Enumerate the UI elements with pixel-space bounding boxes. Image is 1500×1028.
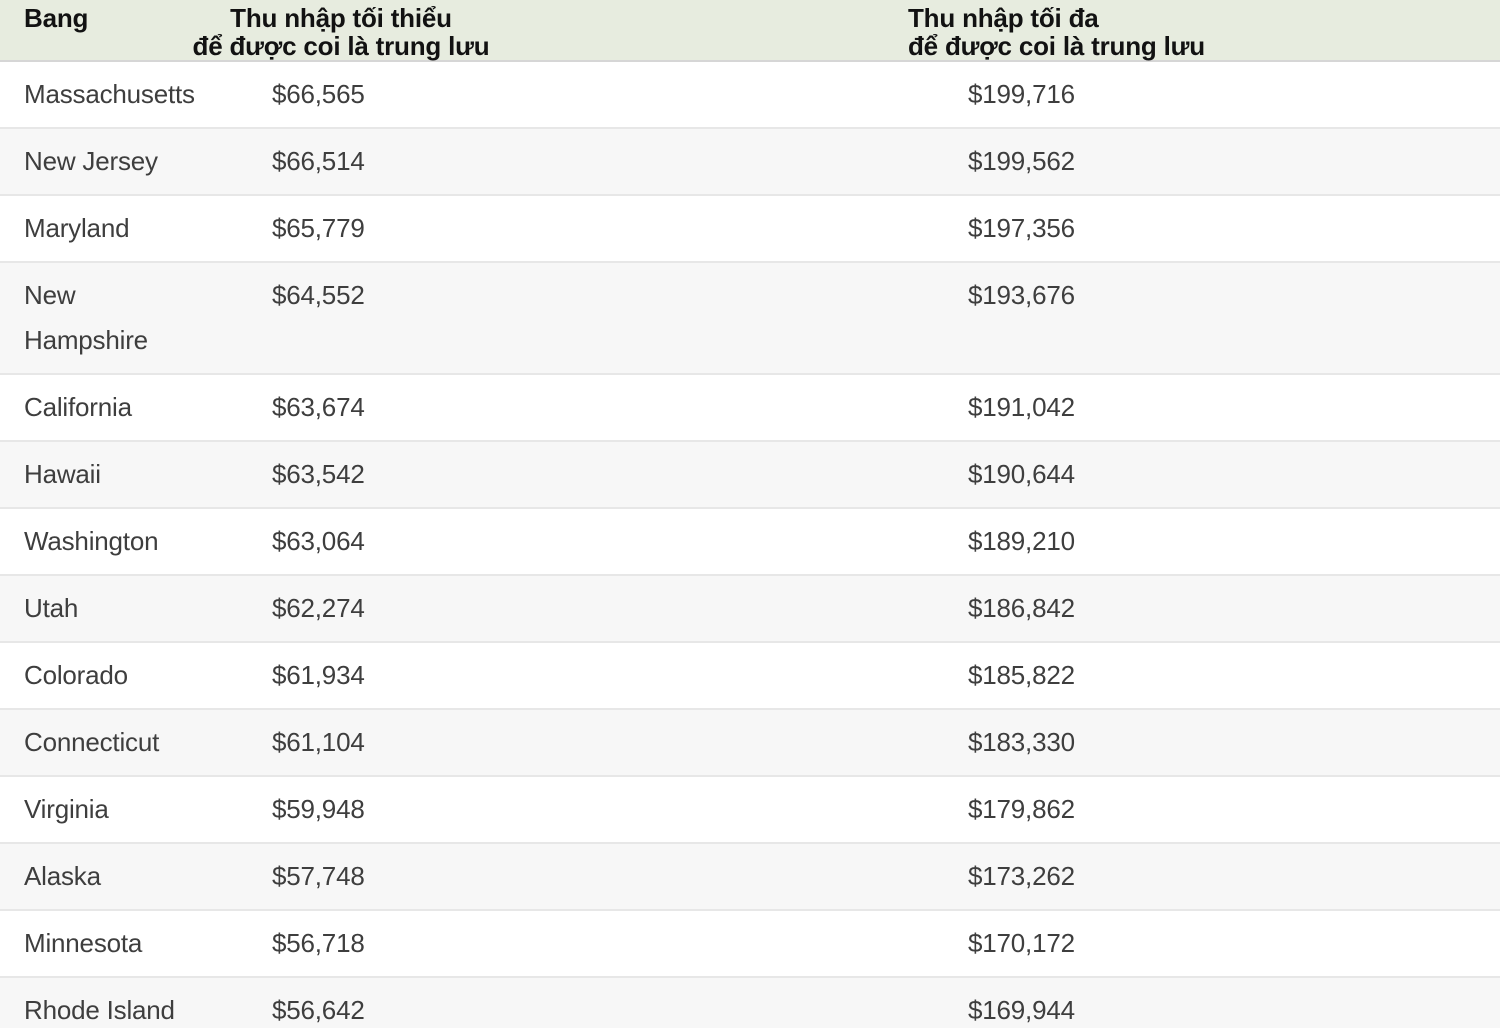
table-row bbox=[0, 263, 1500, 375]
table-row bbox=[0, 576, 1500, 643]
max-income-cell: $186,842 bbox=[968, 593, 1075, 623]
max-income-cell: $170,172 bbox=[968, 928, 1075, 958]
state-cell: Hawaii bbox=[24, 459, 101, 489]
table-row bbox=[0, 375, 1500, 442]
min-income-cell: $63,064 bbox=[272, 526, 365, 556]
state-cell: Massachusetts bbox=[24, 79, 195, 109]
state-cell: California bbox=[24, 392, 132, 422]
table-row bbox=[0, 710, 1500, 777]
min-income-cell: $57,748 bbox=[272, 861, 365, 891]
min-income-cell: $63,542 bbox=[272, 459, 365, 489]
min-income-cell: $61,104 bbox=[272, 727, 365, 757]
min-income-cell: $56,718 bbox=[272, 928, 365, 958]
max-income-cell: $183,330 bbox=[968, 727, 1075, 757]
column-header-max-income-line1: Thu nhập tối đa bbox=[908, 3, 1099, 33]
table-header bbox=[0, 0, 1500, 62]
min-income-cell: $62,274 bbox=[272, 593, 365, 623]
state-cell: Minnesota bbox=[24, 928, 143, 958]
table-row bbox=[0, 509, 1500, 576]
max-income-cell: $191,042 bbox=[968, 392, 1075, 422]
state-cell: Maryland bbox=[24, 213, 130, 243]
table-row bbox=[0, 442, 1500, 509]
table-row bbox=[0, 777, 1500, 844]
max-income-cell: $193,676 bbox=[968, 280, 1075, 310]
state-cell: Alaska bbox=[24, 861, 101, 891]
column-header-max-income bbox=[908, 4, 1205, 60]
max-income-cell: $179,862 bbox=[968, 794, 1075, 824]
table-row bbox=[0, 129, 1500, 196]
state-cell: Virginia bbox=[24, 794, 109, 824]
table-row bbox=[0, 62, 1500, 129]
min-income-cell: $61,934 bbox=[272, 660, 365, 690]
min-income-cell: $63,674 bbox=[272, 392, 365, 422]
state-cell: Colorado bbox=[24, 660, 128, 690]
table-row bbox=[0, 911, 1500, 978]
min-income-cell: $66,565 bbox=[272, 79, 365, 109]
min-income-cell: $66,514 bbox=[272, 146, 365, 176]
max-income-cell: $197,356 bbox=[968, 213, 1075, 243]
state-cell: New Jersey bbox=[24, 146, 158, 176]
state-cell: Utah bbox=[24, 593, 79, 623]
table-row bbox=[0, 978, 1500, 1028]
state-cell: Washington bbox=[24, 526, 159, 556]
state-cell: Connecticut bbox=[24, 727, 160, 757]
column-header-min-income-line2: để được coi là trung lưu bbox=[192, 31, 490, 61]
column-header-min-income-line1: Thu nhập tối thiểu bbox=[230, 3, 452, 33]
min-income-cell: $65,779 bbox=[272, 213, 365, 243]
column-header-state: Bang bbox=[24, 3, 89, 33]
max-income-cell: $199,716 bbox=[968, 79, 1075, 109]
table-row bbox=[0, 196, 1500, 263]
max-income-cell: $190,644 bbox=[968, 459, 1075, 489]
min-income-cell: $64,552 bbox=[272, 280, 365, 310]
max-income-cell: $185,822 bbox=[968, 660, 1075, 690]
max-income-cell: $173,262 bbox=[968, 861, 1075, 891]
max-income-cell: $169,944 bbox=[968, 995, 1075, 1025]
column-header-min-income bbox=[161, 4, 521, 60]
table-row bbox=[0, 643, 1500, 710]
state-cell: New Hampshire bbox=[24, 280, 148, 355]
column-header-max-income-line2: để được coi là trung lưu bbox=[908, 31, 1205, 61]
max-income-cell: $199,562 bbox=[968, 146, 1075, 176]
min-income-cell: $59,948 bbox=[272, 794, 365, 824]
max-income-cell: $189,210 bbox=[968, 526, 1075, 556]
table-row bbox=[0, 844, 1500, 911]
state-cell: Rhode Island bbox=[24, 995, 175, 1025]
min-income-cell: $56,642 bbox=[272, 995, 365, 1025]
